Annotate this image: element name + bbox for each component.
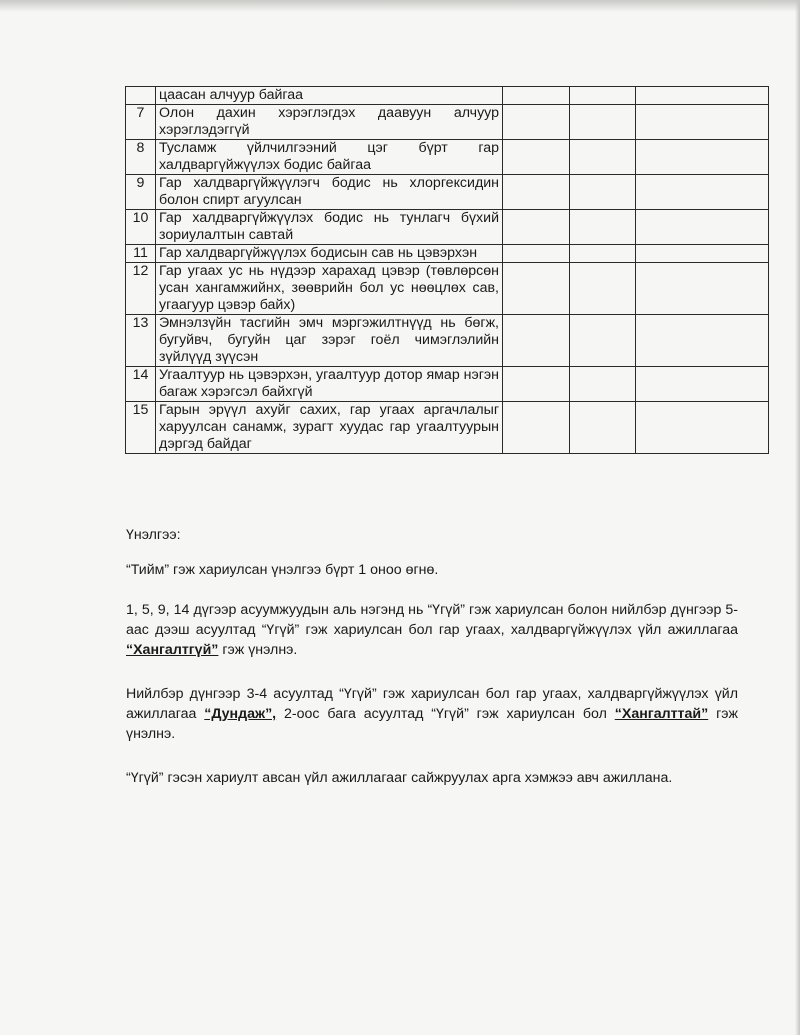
table-row <box>126 210 769 245</box>
row-text: Гар халдваргүйжүүлэх бодис нь тунлагч бүхий зориулалтын савтай <box>156 210 503 245</box>
row-number: 14 <box>126 367 156 402</box>
answer-cell <box>503 245 570 263</box>
answer-cell <box>503 315 570 367</box>
note-cell <box>636 367 769 402</box>
row-number: 10 <box>126 210 156 245</box>
answer-cell <box>570 105 636 140</box>
evaluation-paragraph-3 <box>126 684 738 744</box>
answer-cell <box>570 87 636 105</box>
row-number: 15 <box>126 402 156 454</box>
table-row <box>126 402 769 454</box>
row-text: Гар халдваргүйжүүлэх бодисын сав нь цэвэрхэн <box>156 245 503 263</box>
evaluation-heading: Үнэлгээ: <box>126 527 181 543</box>
paragraph-2-text: 1, 5, 9, 14 дүгээр асуумжуудын аль нэгэнд нь “Үгүй” гэж хариулсан болон нийлбэр дүнгээр 5-аас дээш асуултад “Үгүй” гэж хариулсан бол гар угаах, халдваргүйжүүлэх үйл ажиллагаа <box>126 602 738 638</box>
evaluation-paragraph-4: “Үгүй” гэсэн хариулт авсан үйл ажиллагааг сайжруулах арга хэмжээ авч ажиллана. <box>126 770 673 786</box>
note-cell <box>636 315 769 367</box>
answer-cell <box>570 367 636 402</box>
answer-cell <box>570 140 636 175</box>
row-text: цаасан алчуур байгаа <box>156 87 503 105</box>
table-row <box>126 315 769 367</box>
answer-cell <box>570 263 636 315</box>
table-row <box>126 367 769 402</box>
row-number: 7 <box>126 105 156 140</box>
paragraph-3-text-mid: 2-оос бага асуултад “Үгүй” гэж хариулсан бол <box>276 706 615 722</box>
answer-cell <box>503 140 570 175</box>
checklist-table <box>125 86 769 454</box>
table-row <box>126 105 769 140</box>
evaluation-paragraph-1: “Тийм” гэж хариулсан үнэлгээ бүрт 1 оноо өгнө. <box>126 562 439 578</box>
paragraph-3-text-end: гэж үнэлнэ. <box>126 706 738 742</box>
table-row <box>126 140 769 175</box>
answer-cell <box>570 175 636 210</box>
note-cell <box>636 175 769 210</box>
scan-edge-right <box>795 0 800 1035</box>
answer-cell <box>503 87 570 105</box>
answer-cell <box>503 367 570 402</box>
row-text: Угаалтуур нь цэвэрхэн, угаалтуур дотор ямар нэгэн багаж хэрэгсэл байхгүй <box>156 367 503 402</box>
row-number: 9 <box>126 175 156 210</box>
answer-cell <box>570 315 636 367</box>
scan-edge-top <box>0 0 800 12</box>
row-text: Гар угаах ус нь нүдээр харахад цэвэр (төвлөрсөн усан хангамжийнх, зөөврийн бол ус нөөцлөх сав, угаагуур цэвэр байх) <box>156 263 503 315</box>
answer-cell <box>503 263 570 315</box>
answer-cell <box>570 210 636 245</box>
table-row <box>126 87 769 105</box>
rating-insufficient: “Хангалтгүй” <box>126 642 219 658</box>
note-cell <box>636 140 769 175</box>
answer-cell <box>570 402 636 454</box>
table-row <box>126 175 769 210</box>
table-row <box>126 245 769 263</box>
answer-cell <box>503 402 570 454</box>
note-cell <box>636 105 769 140</box>
answer-cell <box>503 210 570 245</box>
note-cell <box>636 245 769 263</box>
answer-cell <box>570 245 636 263</box>
row-number: 13 <box>126 315 156 367</box>
note-cell <box>636 210 769 245</box>
row-text: Эмнэлзүйн тасгийн эмч мэргэжилтнүүд нь бөгж, бугуйвч, бугуйн цаг зэрэг гоёл чимэглэлийн зүйлүүд зүүсэн <box>156 315 503 367</box>
table-row <box>126 263 769 315</box>
row-number: 12 <box>126 263 156 315</box>
paragraph-2-text-end: гэж үнэлнэ. <box>218 642 298 658</box>
row-text: Гарын эрүүл ахуйг сахих, гар угаах аргачлалыг харуулсан санамж, зурагт хуудас гар угаалтуурын дэргэд байдаг <box>156 402 503 454</box>
answer-cell <box>503 175 570 210</box>
note-cell <box>636 263 769 315</box>
row-number: 8 <box>126 140 156 175</box>
rating-sufficient: “Хангалттай” <box>614 706 709 722</box>
row-number: 11 <box>126 245 156 263</box>
paragraph-3-text: Нийлбэр дүнгээр 3-4 асуултад “Үгүй” гэж хариулсан бол гар угаах, халдваргүйжүүлэх үйл ажиллагаа <box>126 686 738 722</box>
note-cell <box>636 402 769 454</box>
row-text: Олон дахин хэрэглэгдэх даавуун алчуур хэрэглэдэггүй <box>156 105 503 140</box>
rating-average: “Дундаж”, <box>204 706 277 722</box>
note-cell <box>636 87 769 105</box>
row-text: Гар халдваргүйжүүлэгч бодис нь хлоргексидин болон спирт агуулсан <box>156 175 503 210</box>
row-text: Тусламж үйлчилгээний цэг бүрт гар халдваргүйжүүлэх бодис байгаа <box>156 140 503 175</box>
evaluation-paragraph-2 <box>126 600 738 660</box>
answer-cell <box>503 105 570 140</box>
row-number <box>126 87 156 105</box>
